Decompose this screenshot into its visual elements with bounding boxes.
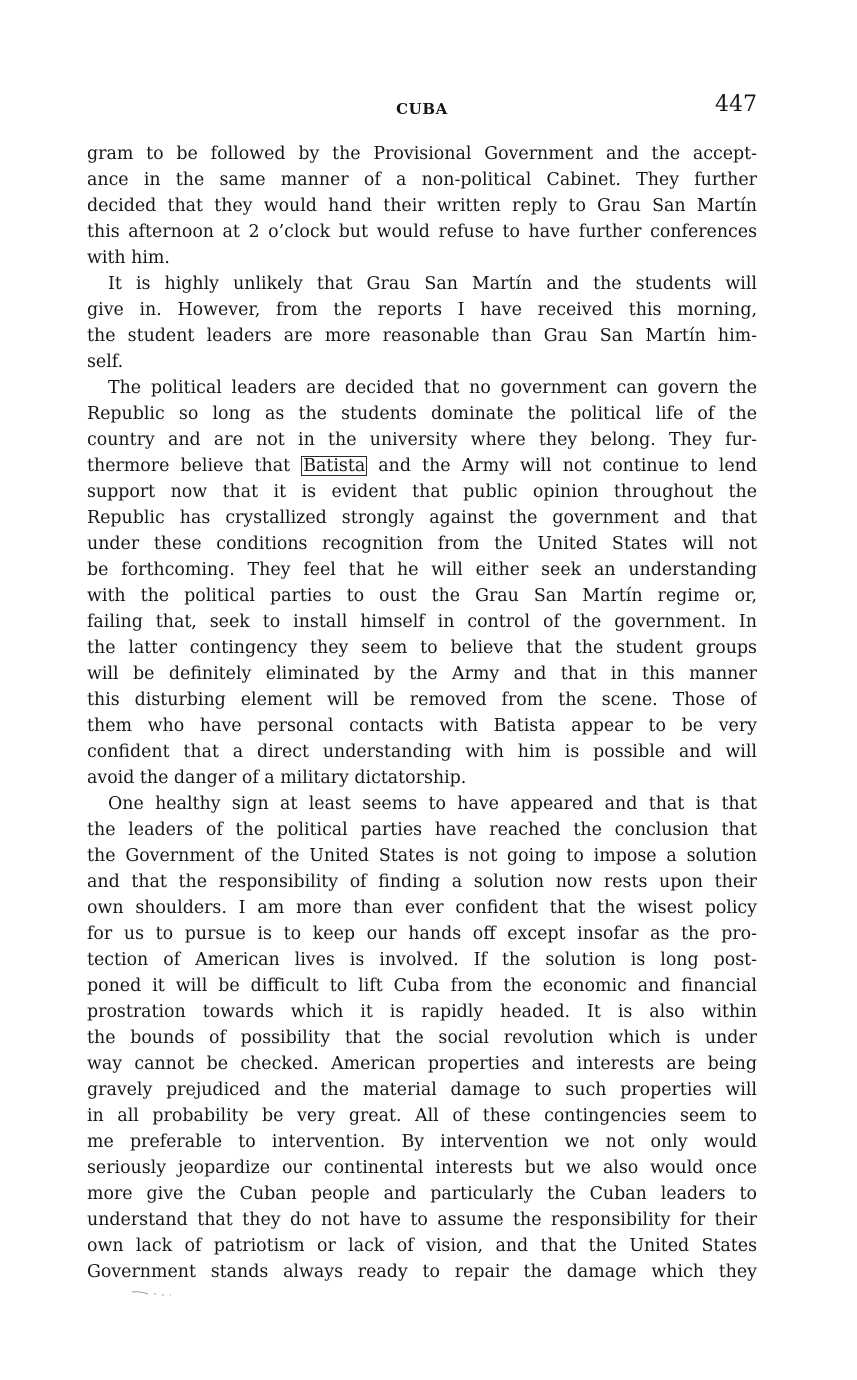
text-line: the latter contingency they seem to believe that the student groups <box>87 638 757 658</box>
text-line: and that the responsibility of finding a solution now rests upon their <box>87 872 757 892</box>
text-line: give in. However, from the reports I have received this morning, <box>87 300 757 320</box>
paragraph-4 <box>87 791 757 1285</box>
text-line: Government stands always ready to repair the damage which they <box>87 1262 757 1282</box>
text-line: will be definitely eliminated by the Army and that in this manner <box>87 664 757 684</box>
paragraph-2 <box>87 271 757 375</box>
text-line: poned it will be difficult to lift Cuba from the economic and financial <box>87 976 757 996</box>
text-line: the bounds of possibility that the social revolution which is under <box>87 1028 757 1048</box>
text-line: seriously jeopardize our continental interests but we also would once <box>87 1158 757 1178</box>
text-line: Republic has crystallized strongly against the government and that <box>87 508 757 528</box>
text-line: more give the Cuban people and particularly the Cuban leaders to <box>87 1184 757 1204</box>
text-line: country and are not in the university where they belong. They fur- <box>87 430 757 450</box>
text-line: me preferable to intervention. By intervention we not only would <box>87 1132 757 1152</box>
text-line: avoid the danger of a military dictatorship. <box>87 768 467 788</box>
text-line: the student leaders are more reasonable than Grau San Martín him- <box>87 326 757 346</box>
text-line: be forthcoming. They feel that he will either seek an understanding <box>87 560 757 580</box>
text-line: It is highly unlikely that Grau San Martín and the students will <box>108 274 757 294</box>
text-line: the Government of the United States is not going to impose a solution <box>87 846 757 866</box>
text-line: the leaders of the political parties have reached the conclusion that <box>87 820 757 840</box>
text-line: understand that they do not have to assume the responsibility for their <box>87 1210 757 1230</box>
page-number: 447 <box>715 92 757 117</box>
line-text-after: and the Army will not continue to lend <box>367 456 757 476</box>
body-text <box>87 141 757 1285</box>
running-head <box>87 92 757 128</box>
stray-pencil-mark <box>130 1290 174 1296</box>
text-line: decided that they would hand their written reply to Grau San Martín <box>87 196 757 216</box>
text-line: One healthy sign at least seems to have appeared and that is that <box>108 794 757 814</box>
text-line: support now that it is evident that public opinion throughout the <box>87 482 757 502</box>
text-line: tection of American lives is involved. If the solution is long post- <box>87 950 757 970</box>
running-title: CUBA <box>396 100 448 118</box>
text-line: prostration towards which it is rapidly headed. It is also within <box>87 1002 757 1022</box>
text-line: for us to pursue is to keep our hands off except insofar as the pro- <box>87 924 757 944</box>
text-line: gram to be followed by the Provisional Government and the accept- <box>87 144 757 164</box>
text-line: this disturbing element will be removed from the scene. Those of <box>87 690 757 710</box>
text-line: Republic so long as the students dominate the political life of the <box>87 404 757 424</box>
text-line: The political leaders are decided that no government can govern the <box>108 378 757 398</box>
text-line: this afternoon at 2 o’clock but would refuse to have further conferences <box>87 222 757 242</box>
text-line: in all probability be very great. All of these contingencies seem to <box>87 1106 757 1126</box>
paragraph-1 <box>87 141 757 271</box>
text-line: own shoulders. I am more than ever confident that the wisest policy <box>87 898 757 918</box>
paragraph-3 <box>87 375 757 791</box>
text-line: them who have personal contacts with Batista appear to be very <box>87 716 757 736</box>
text-line: under these conditions recognition from the United States will not <box>87 534 757 554</box>
text-line: way cannot be checked. American properties and interests are being <box>87 1054 757 1074</box>
text-line: ance in the same manner of a non-political Cabinet. They further <box>87 170 757 190</box>
text-line: gravely prejudiced and the material damage to such properties will <box>87 1080 757 1100</box>
text-line: failing that, seek to install himself in control of the government. In <box>87 612 757 632</box>
line-text-before: thermore believe that <box>87 456 302 476</box>
text-line: with the political parties to oust the Grau San Martín regime or, <box>87 586 757 606</box>
boxed-word-annotation: Batista <box>303 456 366 476</box>
text-line-with-boxed-word <box>87 453 757 479</box>
text-line: self. <box>87 352 124 372</box>
text-line: with him. <box>87 248 170 268</box>
text-line: own lack of patriotism or lack of vision, and that the United States <box>87 1236 757 1256</box>
text-line: confident that a direct understanding with him is possible and will <box>87 742 757 762</box>
